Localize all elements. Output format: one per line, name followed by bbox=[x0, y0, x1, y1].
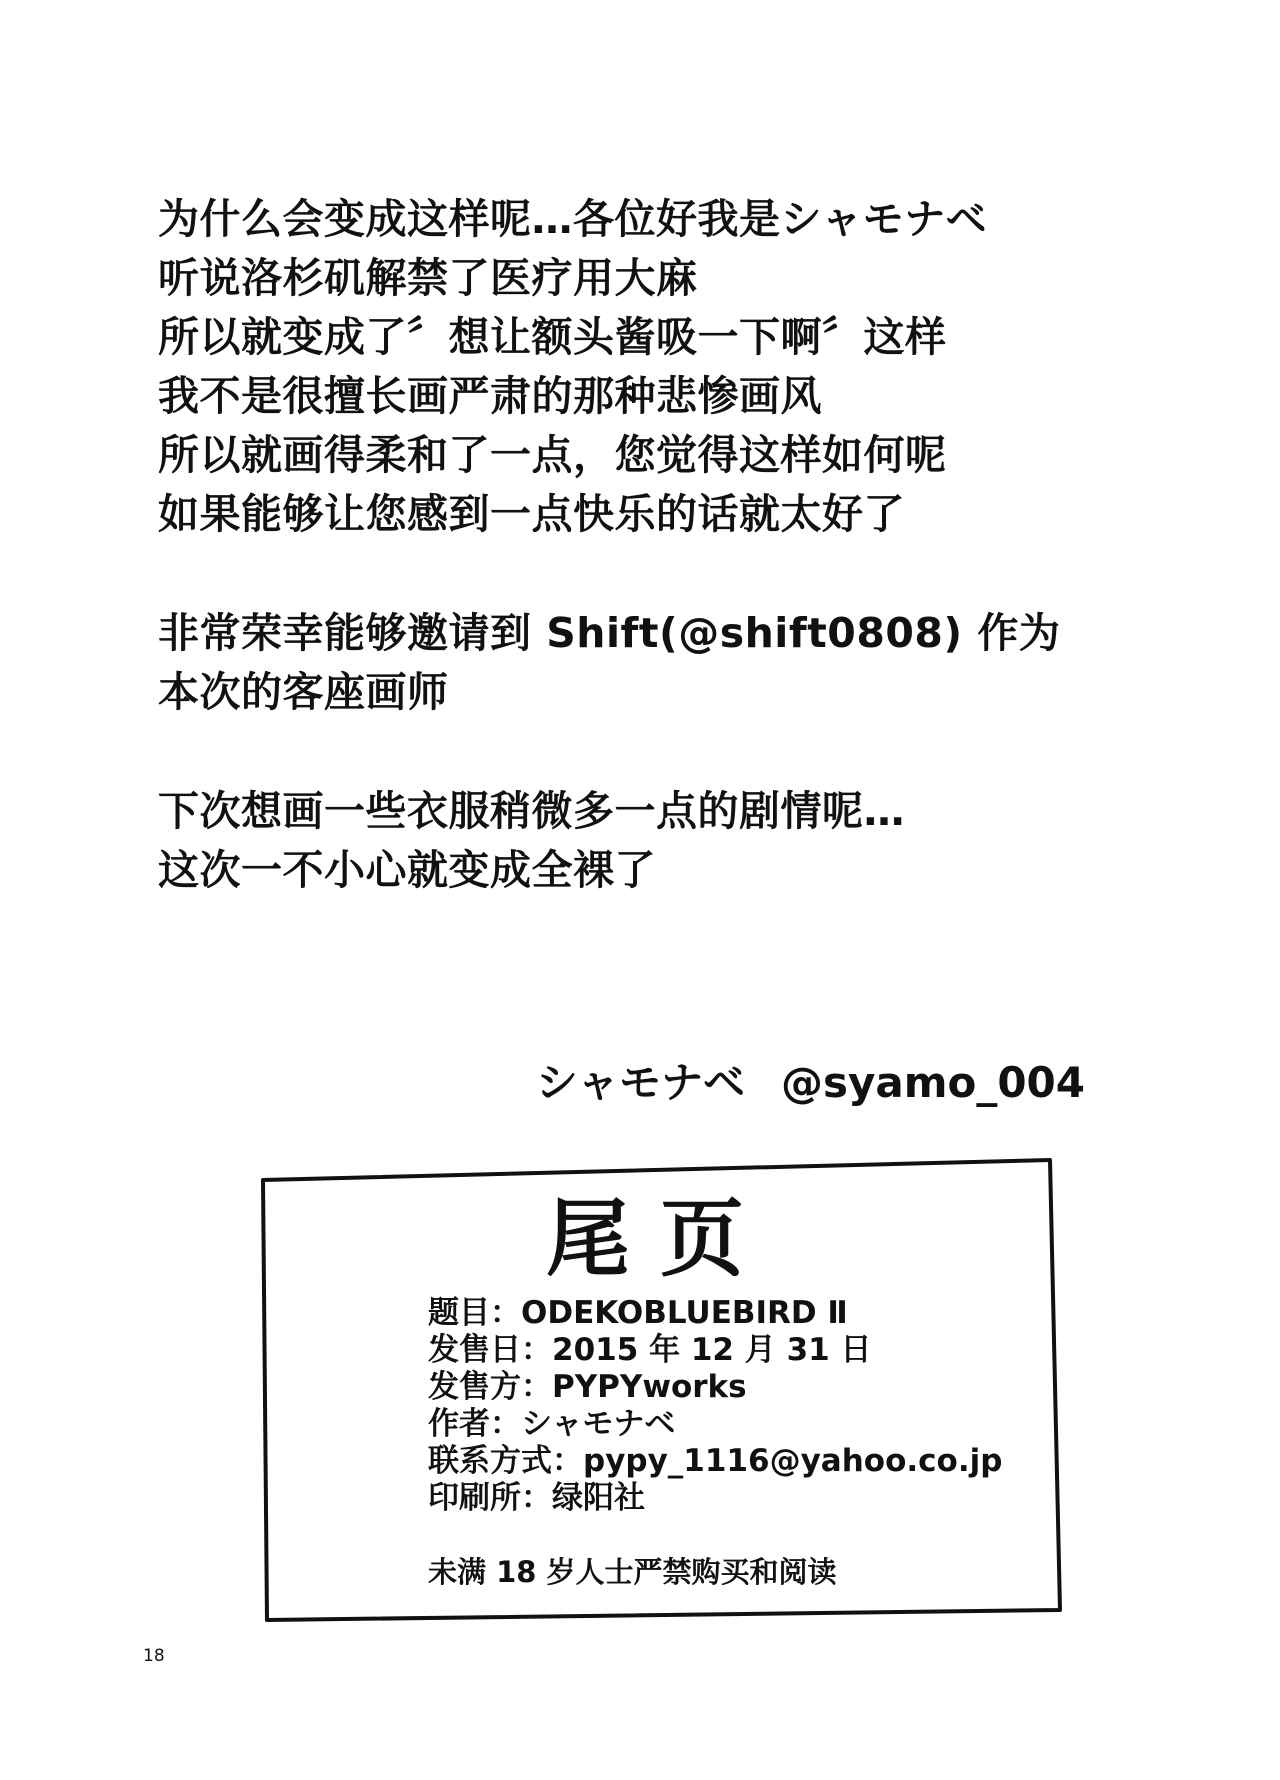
colophon-row-printer: 印刷所：绿阳社 bbox=[428, 1480, 645, 1516]
afterword-paragraph-3 bbox=[158, 782, 1158, 900]
colophon-details bbox=[428, 1295, 1002, 1517]
afterword-line: 为什么会变成这样呢…各位好我是シャモナベ bbox=[158, 195, 988, 243]
afterword-line: 本次的客座画师 bbox=[158, 668, 449, 716]
afterword-line: 这次一不小心就变成全裸了 bbox=[158, 846, 656, 894]
afterword-line: 如果能够让您感到一点快乐的话就太好了 bbox=[158, 490, 905, 538]
afterword-line: 所以就变成了〞想让额头酱吸一下啊〞这样 bbox=[158, 313, 947, 361]
colophon-row-contact: 联系方式：pypy_1116@yahoo.co.jp bbox=[428, 1443, 1003, 1479]
colophon-box bbox=[255, 1150, 1065, 1625]
afterword-paragraph-2 bbox=[158, 604, 1158, 722]
afterword-line: 所以就画得柔和了一点，您觉得这样如何呢 bbox=[158, 431, 947, 479]
colophon-row-release-date: 发售日：2015 年 12 月 31 日 bbox=[428, 1332, 872, 1368]
author-handle: @syamo_004 bbox=[780, 1058, 1085, 1107]
colophon-row-author: 作者：シャモナベ bbox=[428, 1406, 676, 1442]
colophon-row-title: 题目：ODEKOBLUEBIRD Ⅱ bbox=[428, 1295, 848, 1331]
afterword-line: 我不是很擅长画严肃的那种悲惨画风 bbox=[158, 372, 822, 420]
afterword-text bbox=[158, 190, 1158, 960]
author-signature bbox=[536, 1050, 1085, 1110]
page-number: 18 bbox=[143, 1646, 165, 1666]
age-restriction-notice: 未满 18 岁人士严禁购买和阅读 bbox=[428, 1555, 837, 1589]
afterword-line: 非常荣幸能够邀请到 Shift(@shift0808) 作为 bbox=[158, 609, 1061, 657]
colophon-title: 尾页 bbox=[545, 1189, 774, 1288]
afterword-paragraph-1 bbox=[158, 190, 1158, 544]
afterword-line: 下次想画一些衣服稍微多一点的剧情呢… bbox=[158, 787, 905, 835]
colophon-row-publisher: 发售方：PYPYworks bbox=[428, 1369, 747, 1405]
author-name: シャモナベ bbox=[535, 1058, 745, 1107]
afterword-line: 听说洛杉矶解禁了医疗用大麻 bbox=[158, 254, 698, 302]
